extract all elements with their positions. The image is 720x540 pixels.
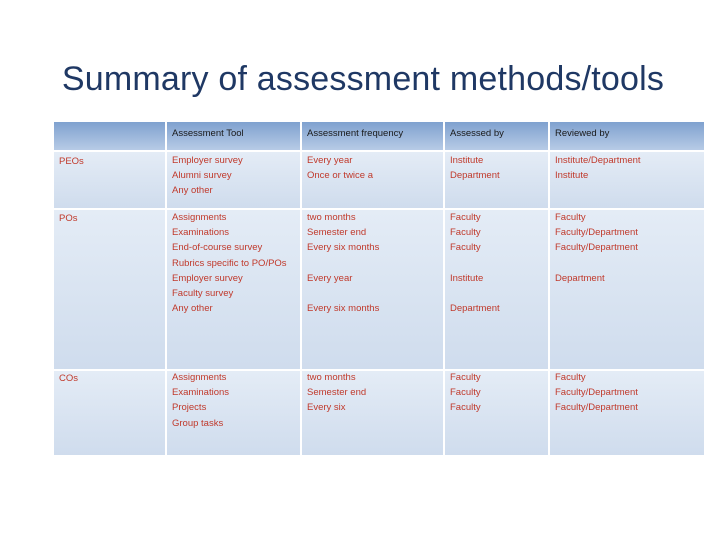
list-item: Faculty — [450, 227, 481, 239]
list-item: Faculty/Department — [555, 402, 638, 414]
header-assessment-tool: Assessment Tool — [172, 128, 244, 139]
list-item: two months — [307, 372, 356, 383]
header-assessed-by: Assessed by — [450, 128, 504, 139]
list-item: Group tasks — [172, 417, 224, 429]
list-item: Once or twice a — [307, 170, 373, 182]
list-item: Faculty/Department — [555, 387, 638, 399]
list-item: Faculty — [450, 212, 481, 223]
row-divider — [54, 150, 704, 152]
list-item: Rubrics specific to PO/POs — [172, 257, 287, 269]
list-item — [450, 286, 500, 301]
list-item: Institute — [450, 155, 484, 166]
assessment-summary-table — [54, 122, 704, 455]
list-item — [450, 256, 500, 271]
row-label-peos: PEOs — [59, 156, 84, 167]
list-item: Institute — [555, 170, 589, 182]
header-assessment-frequency: Assessment frequency — [307, 128, 404, 139]
list-item: Examinations — [172, 227, 230, 239]
list-item: Assignments — [172, 212, 227, 223]
row-label-pos: POs — [59, 213, 78, 224]
list-item: Faculty/Department — [555, 242, 638, 254]
list-item: two months — [307, 212, 356, 223]
list-item: Department — [450, 303, 500, 315]
list-item: Examinations — [172, 387, 230, 399]
list-item: Every year — [307, 155, 353, 166]
column-divider — [300, 122, 302, 455]
list-item — [555, 256, 638, 271]
list-item — [307, 256, 379, 271]
list-item: Faculty survey — [172, 288, 234, 300]
list-item: Employer survey — [172, 272, 243, 284]
list-item: Any other — [172, 185, 213, 197]
list-item: Semester end — [307, 227, 367, 239]
list-item: Every year — [307, 272, 353, 284]
list-item: Every six months — [307, 303, 380, 315]
cos-assessed-by-cell — [450, 370, 481, 416]
list-item: Faculty — [450, 387, 481, 399]
list-item: Department — [555, 272, 605, 284]
peos-tools-cell — [172, 153, 243, 199]
list-item: Faculty — [555, 372, 586, 383]
list-item: Faculty — [450, 242, 481, 254]
column-divider — [165, 122, 167, 455]
row-label-cos: COs — [59, 373, 78, 384]
list-item: Faculty — [450, 402, 481, 414]
pos-assessed-by-cell — [450, 210, 500, 316]
peos-reviewed-by-cell — [555, 153, 641, 183]
pos-tools-cell — [172, 210, 287, 316]
list-item: Institute — [450, 272, 484, 284]
column-divider — [443, 122, 445, 455]
list-item: Every six — [307, 402, 346, 414]
list-item: Semester end — [307, 387, 367, 399]
header-reviewed-by: Reviewed by — [555, 128, 610, 139]
cos-tools-cell — [172, 370, 229, 431]
list-item: Institute/Department — [555, 155, 641, 166]
list-item: Faculty — [450, 372, 481, 383]
list-item: Every six months — [307, 242, 380, 254]
cos-reviewed-by-cell — [555, 370, 638, 416]
list-item — [307, 286, 379, 301]
peos-frequency-cell — [307, 153, 373, 183]
list-item: Alumni survey — [172, 170, 232, 182]
list-item: Assignments — [172, 372, 227, 383]
column-divider — [548, 122, 550, 455]
list-item: Any other — [172, 303, 213, 315]
slide-title: Summary of assessment methods/tools — [61, 60, 665, 98]
list-item: End-of-course survey — [172, 242, 263, 254]
list-item: Projects — [172, 402, 207, 414]
list-item: Employer survey — [172, 155, 243, 166]
list-item: Faculty — [555, 212, 586, 223]
list-item: Faculty/Department — [555, 227, 638, 239]
cos-frequency-cell — [307, 370, 366, 416]
pos-reviewed-by-cell — [555, 210, 638, 286]
pos-frequency-cell — [307, 210, 379, 316]
list-item: Department — [450, 170, 500, 182]
peos-assessed-by-cell — [450, 153, 500, 183]
